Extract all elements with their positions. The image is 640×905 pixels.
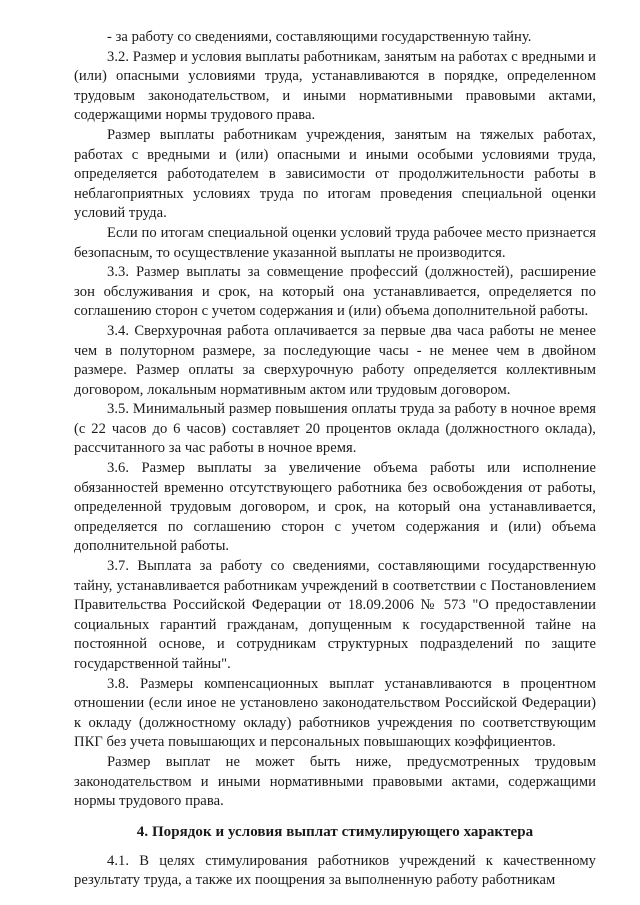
paragraph-3-4: 3.4. Сверхурочная работа оплачивается за первые два часа работы не менее чем в полуторном размере, за последующие часы - не менее чем в двойном размере. Размер оплаты за сверхурочную работу определяется коллективным договором, локальным нормативным актом или трудовым договором. bbox=[74, 322, 596, 398]
paragraph-3-5: 3.5. Минимальный размер повышения оплаты труда за работу в ночное время (с 22 часов до 6 часов) составляет 20 процентов оклада (должностного оклада), рассчитанного за час работы в ночное время. bbox=[74, 401, 596, 457]
paragraph-3-3: 3.3. Размер выплаты за совмещение профессий (должностей), расширение зон обслуживания и срок, на который она устанавливается, определяется по соглашению сторон с учетом содержания и (или) объема дополнительной работы. bbox=[74, 264, 596, 320]
section-heading: 4. Порядок и условия выплат стимулирующего характера bbox=[136, 823, 534, 840]
paragraph-3-2: 3.2. Размер и условия выплаты работникам, занятым на работах с вредными и (или) опасными условиями труда, устанавливаются в порядке, определенном трудовым законодательством, и иными нормативными правовыми актами, содержащими нормы трудового права. bbox=[74, 48, 596, 124]
paragraph-3-7: 3.7. Выплата за работу со сведениями, составляющими государственную тайну, устанавливается работникам учреждений в соответствии с Постановлением Правительства Российской Федерации от 18.09.2006 № 573 "О предоставлении социальных гарантий гражданам, допущенным к государственной тайне на постоянной основе, и сотрудникам структурных подразделений по защите государственной тайны". bbox=[74, 558, 596, 672]
paragraph-4-1: 4.1. В целях стимулирования работников учреждений к качественному результату труда, а также их поощрения за выполненную работу работникам bbox=[74, 852, 596, 889]
paragraph-3-8: 3.8. Размеры компенсационных выплат устанавливаются в процентном отношении (если иное не установлено законодательством Российской Федерации) к окладу (должностному окладу) работников учреждения по соответствующим ПКГ без учета повышающих и персональных повышающих коэффициентов. bbox=[74, 675, 596, 751]
paragraph-state-secret-item: - за работу со сведениями, составляющими государственную тайну. bbox=[107, 29, 532, 45]
paragraph-heavy-work-payment: Размер выплаты работникам учреждения, занятым на тяжелых работах, работах с вредными и (или) опасными и иными особыми условиями труда, определяется работодателем в зависимости от продолжительности работы в неблагоприятных условиях труда по итогам проведения специальной оценки условий труда. bbox=[74, 126, 596, 222]
paragraph-safe-workplace: Если по итогам специальной оценки условий труда рабочее место признается безопасным, то осуществление указанной выплаты не производится. bbox=[74, 224, 596, 261]
paragraph-3-6: 3.6. Размер выплаты за увеличение объема работы или исполнение обязанностей временно отсутствующего работника без освобождения от работы, определенной трудовым договором, и срок, на который она устанавливается, определяется по соглашению сторон с учетом содержания и (или) объема дополнительной работы. bbox=[74, 460, 596, 555]
paragraph-minimum-payment: Размер выплат не может быть ниже, предусмотренных трудовым законодательством и иными нормативными правовыми актами, содержащими нормы трудового права. bbox=[74, 753, 596, 810]
document-page bbox=[74, 28, 596, 891]
